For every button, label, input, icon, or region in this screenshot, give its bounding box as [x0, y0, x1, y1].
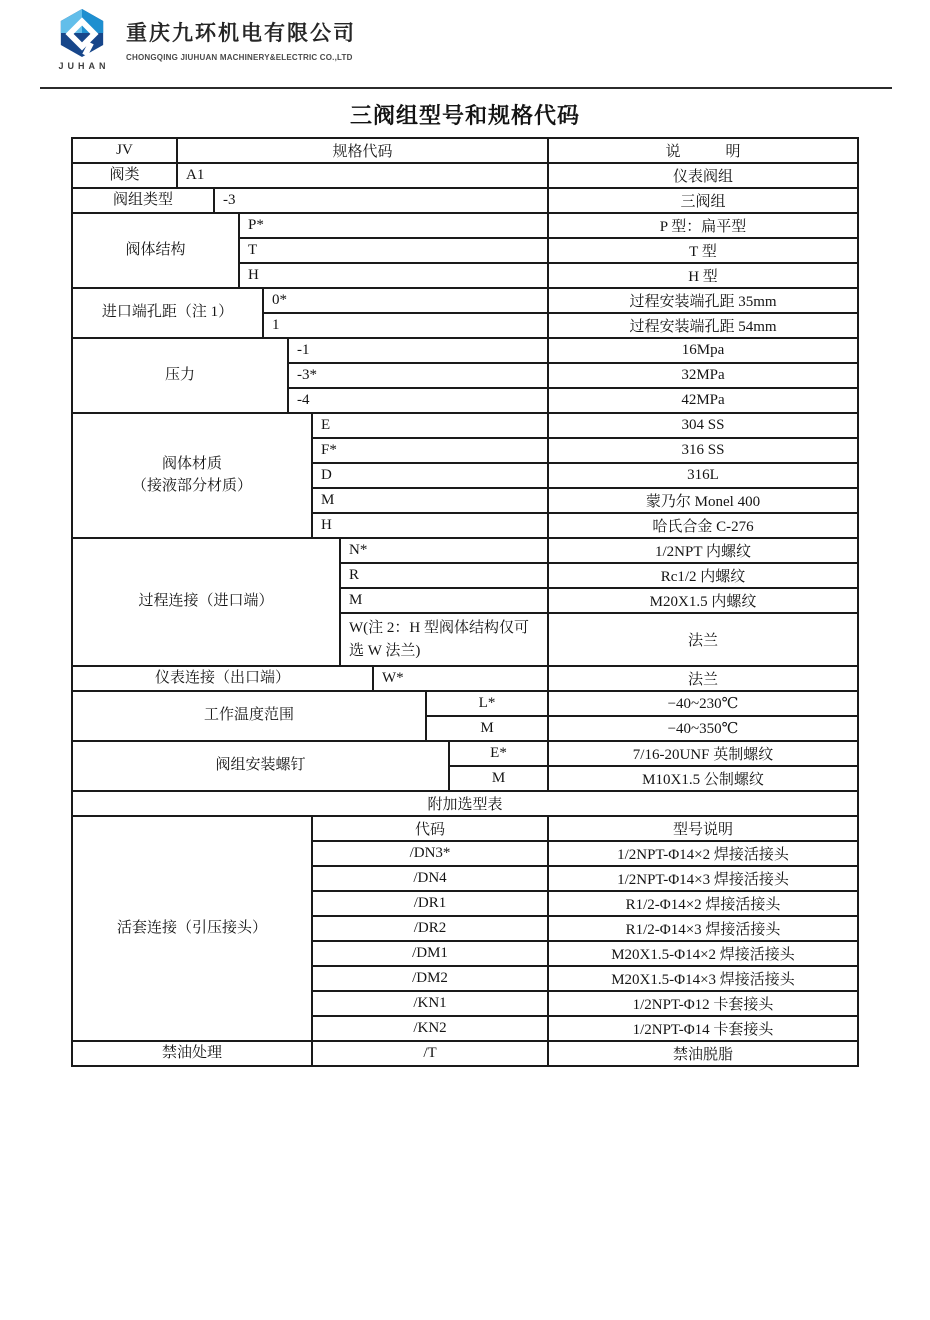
- table-row: [341, 589, 857, 614]
- header-jv-cell: JV: [73, 139, 178, 162]
- table-row: [289, 364, 857, 389]
- desc-cell: 304 SS: [681, 417, 725, 433]
- code-cell: M: [341, 589, 549, 612]
- desc-cell: 禁油脱脂: [672, 1047, 733, 1063]
- code-cell: W*: [374, 667, 549, 690]
- group-label-line2: （接液部分材质）: [131, 477, 252, 494]
- group-label: 进口端孔距（注 1）: [73, 289, 264, 337]
- sub-header-desc: 型号说明: [672, 822, 733, 838]
- row-manifold-type: [73, 189, 857, 214]
- table-row: [313, 992, 857, 1017]
- group-label: 阀体结构: [73, 214, 240, 287]
- code-cell: R: [341, 564, 549, 587]
- table-row: [313, 867, 857, 892]
- code-cell: /KN2: [313, 1017, 549, 1040]
- row-valve-class: [73, 164, 857, 189]
- desc-cell: 过程安装端孔距 54mm: [629, 319, 777, 335]
- table-row: [240, 214, 857, 239]
- group-process-connection: [73, 539, 857, 667]
- code-cell: W(注 2：H 型阀体结构仅可选 W 法兰): [341, 614, 549, 665]
- table-row: [240, 239, 857, 264]
- code-cell: E: [313, 414, 549, 437]
- group-body-structure: [73, 214, 857, 289]
- code-cell: /DN3*: [313, 842, 549, 865]
- table-header-row: [73, 139, 857, 164]
- code-cell: /DM1: [313, 942, 549, 965]
- desc-cell: 42MPa: [681, 392, 725, 408]
- table-row: [313, 917, 857, 942]
- group-pressure: [73, 339, 857, 414]
- code-cell: -1: [289, 339, 549, 362]
- table-row: [313, 514, 857, 537]
- code-cell: P*: [240, 214, 549, 237]
- desc-cell: 过程安装端孔距 35mm: [629, 294, 777, 310]
- table-row: [313, 1017, 857, 1040]
- desc-cell: 32MPa: [681, 367, 725, 383]
- table-row: [313, 439, 857, 464]
- desc-cell: 1/2NPT-Φ12 卡套接头: [632, 997, 774, 1013]
- desc-cell: Rc1/2 内螺纹: [660, 569, 746, 585]
- code-cell: 1: [264, 314, 549, 337]
- table-row: [341, 614, 857, 665]
- table-row: [264, 289, 857, 314]
- desc-cell: 三阀组: [680, 194, 726, 210]
- page-title: 三阀组型号和规格代码: [349, 103, 580, 128]
- desc-cell: P 型：扁平型: [659, 219, 747, 235]
- code-cell: M: [313, 489, 549, 512]
- code-cell: /DR2: [313, 917, 549, 940]
- table-row: [313, 892, 857, 917]
- sub-header-code: 代码: [313, 817, 549, 840]
- group-inlet-spacing: [73, 289, 857, 339]
- desc-cell: 1/2NPT-Φ14×3 焊接活接头: [617, 872, 789, 888]
- desc-cell: M10X1.5 公制螺纹: [642, 772, 764, 788]
- group-label: 过程连接（进口端）: [73, 539, 341, 665]
- code-cell: /T: [313, 1042, 549, 1065]
- group-label: 仪表连接（出口端）: [73, 667, 374, 690]
- desc-cell: M20X1.5 内螺纹: [649, 594, 757, 610]
- row-instrument-connection: [73, 667, 857, 692]
- table-row: [264, 314, 857, 337]
- spec-table: [71, 137, 859, 1067]
- group-label: 活套连接（引压接头）: [73, 817, 313, 1040]
- desc-cell: 仪表阀组: [672, 169, 733, 185]
- table-row: [313, 967, 857, 992]
- desc-cell: −40~350℃: [667, 721, 739, 737]
- table-row: [289, 389, 857, 412]
- header-description-cell: 说 明: [665, 144, 741, 160]
- code-cell: F*: [313, 439, 549, 462]
- group-label: [73, 414, 313, 537]
- section-header-additional: [73, 792, 857, 817]
- table-row: [427, 692, 857, 717]
- group-label: 阀组安装螺钉: [73, 742, 450, 790]
- group-label: 阀组类型: [73, 189, 215, 212]
- code-cell: D: [313, 464, 549, 487]
- desc-cell: 316L: [687, 467, 719, 483]
- table-row: [240, 264, 857, 287]
- desc-cell: 1/2NPT-Φ14 卡套接头: [632, 1022, 774, 1038]
- table-row: [427, 717, 857, 740]
- code-cell: 0*: [264, 289, 549, 312]
- desc-cell: R1/2-Φ14×3 焊接活接头: [625, 922, 781, 938]
- sub-header-row: [313, 817, 857, 842]
- desc-cell: −40~230℃: [667, 696, 739, 712]
- desc-cell: 1/2NPT 内螺纹: [655, 544, 751, 560]
- group-label: 压力: [73, 339, 289, 412]
- code-cell: -3: [215, 189, 549, 212]
- table-row: [450, 767, 857, 790]
- desc-cell: H 型: [688, 269, 718, 285]
- code-cell: E*: [450, 742, 549, 765]
- desc-cell: 16Mpa: [681, 342, 725, 358]
- code-cell: N*: [341, 539, 549, 562]
- desc-cell: 316 SS: [681, 442, 725, 458]
- desc-cell: 法兰: [687, 672, 718, 688]
- code-cell: H: [313, 514, 549, 537]
- logo-hexagon-icon: [56, 8, 108, 58]
- page-header: [50, 8, 356, 71]
- desc-cell: 蒙乃尔 Monel 400: [645, 494, 761, 510]
- desc-cell: 7/16-20UNF 英制螺纹: [632, 747, 774, 763]
- desc-cell: 法兰: [687, 633, 718, 649]
- code-cell: M: [450, 767, 549, 790]
- code-cell: /KN1: [313, 992, 549, 1015]
- code-cell: A1: [178, 164, 549, 187]
- group-mounting-screw: [73, 742, 857, 792]
- logo-wordmark: JUHAN: [58, 61, 110, 71]
- code-cell: H: [240, 264, 549, 287]
- desc-cell: R1/2-Φ14×2 焊接活接头: [625, 897, 781, 913]
- group-label: 禁油处理: [73, 1042, 313, 1065]
- code-cell: T: [240, 239, 549, 262]
- desc-cell: M20X1.5-Φ14×2 焊接活接头: [611, 947, 795, 963]
- desc-cell: 1/2NPT-Φ14×2 焊接活接头: [617, 847, 789, 863]
- code-cell: /DN4: [313, 867, 549, 890]
- table-row: [313, 414, 857, 439]
- desc-cell: M20X1.5-Φ14×3 焊接活接头: [611, 972, 795, 988]
- code-cell: L*: [427, 692, 549, 715]
- row-oil-free: [73, 1042, 857, 1065]
- group-label: 工作温度范围: [73, 692, 427, 740]
- table-row: [450, 742, 857, 767]
- table-row: [341, 564, 857, 589]
- table-row: [313, 942, 857, 967]
- code-cell: /DR1: [313, 892, 549, 915]
- code-cell: -4: [289, 389, 549, 412]
- table-row: [289, 339, 857, 364]
- table-row: [313, 464, 857, 489]
- desc-cell: 哈氏合金 C-276: [652, 519, 754, 535]
- table-row: [313, 842, 857, 867]
- company-name-cn: 重庆九环机电有限公司: [126, 21, 356, 45]
- company-name-en: CHONGQING JIUHUAN MACHINERY&ELECTRIC CO.,LTD: [126, 53, 353, 62]
- group-label: 阀类: [73, 164, 178, 187]
- code-cell: M: [427, 717, 549, 740]
- group-union-connection: [73, 817, 857, 1042]
- table-row: [313, 489, 857, 514]
- group-temp-range: [73, 692, 857, 742]
- code-cell: -3*: [289, 364, 549, 387]
- company-logo: [50, 8, 114, 71]
- header-divider: [40, 87, 892, 89]
- table-row: [341, 539, 857, 564]
- group-label-line1: 阀体材质: [161, 455, 222, 472]
- group-body-material: [73, 414, 857, 539]
- section-header-text: 附加选型表: [427, 797, 503, 813]
- header-spec-code-cell: 规格代码: [178, 139, 549, 162]
- desc-cell: T 型: [689, 244, 717, 260]
- code-cell: /DM2: [313, 967, 549, 990]
